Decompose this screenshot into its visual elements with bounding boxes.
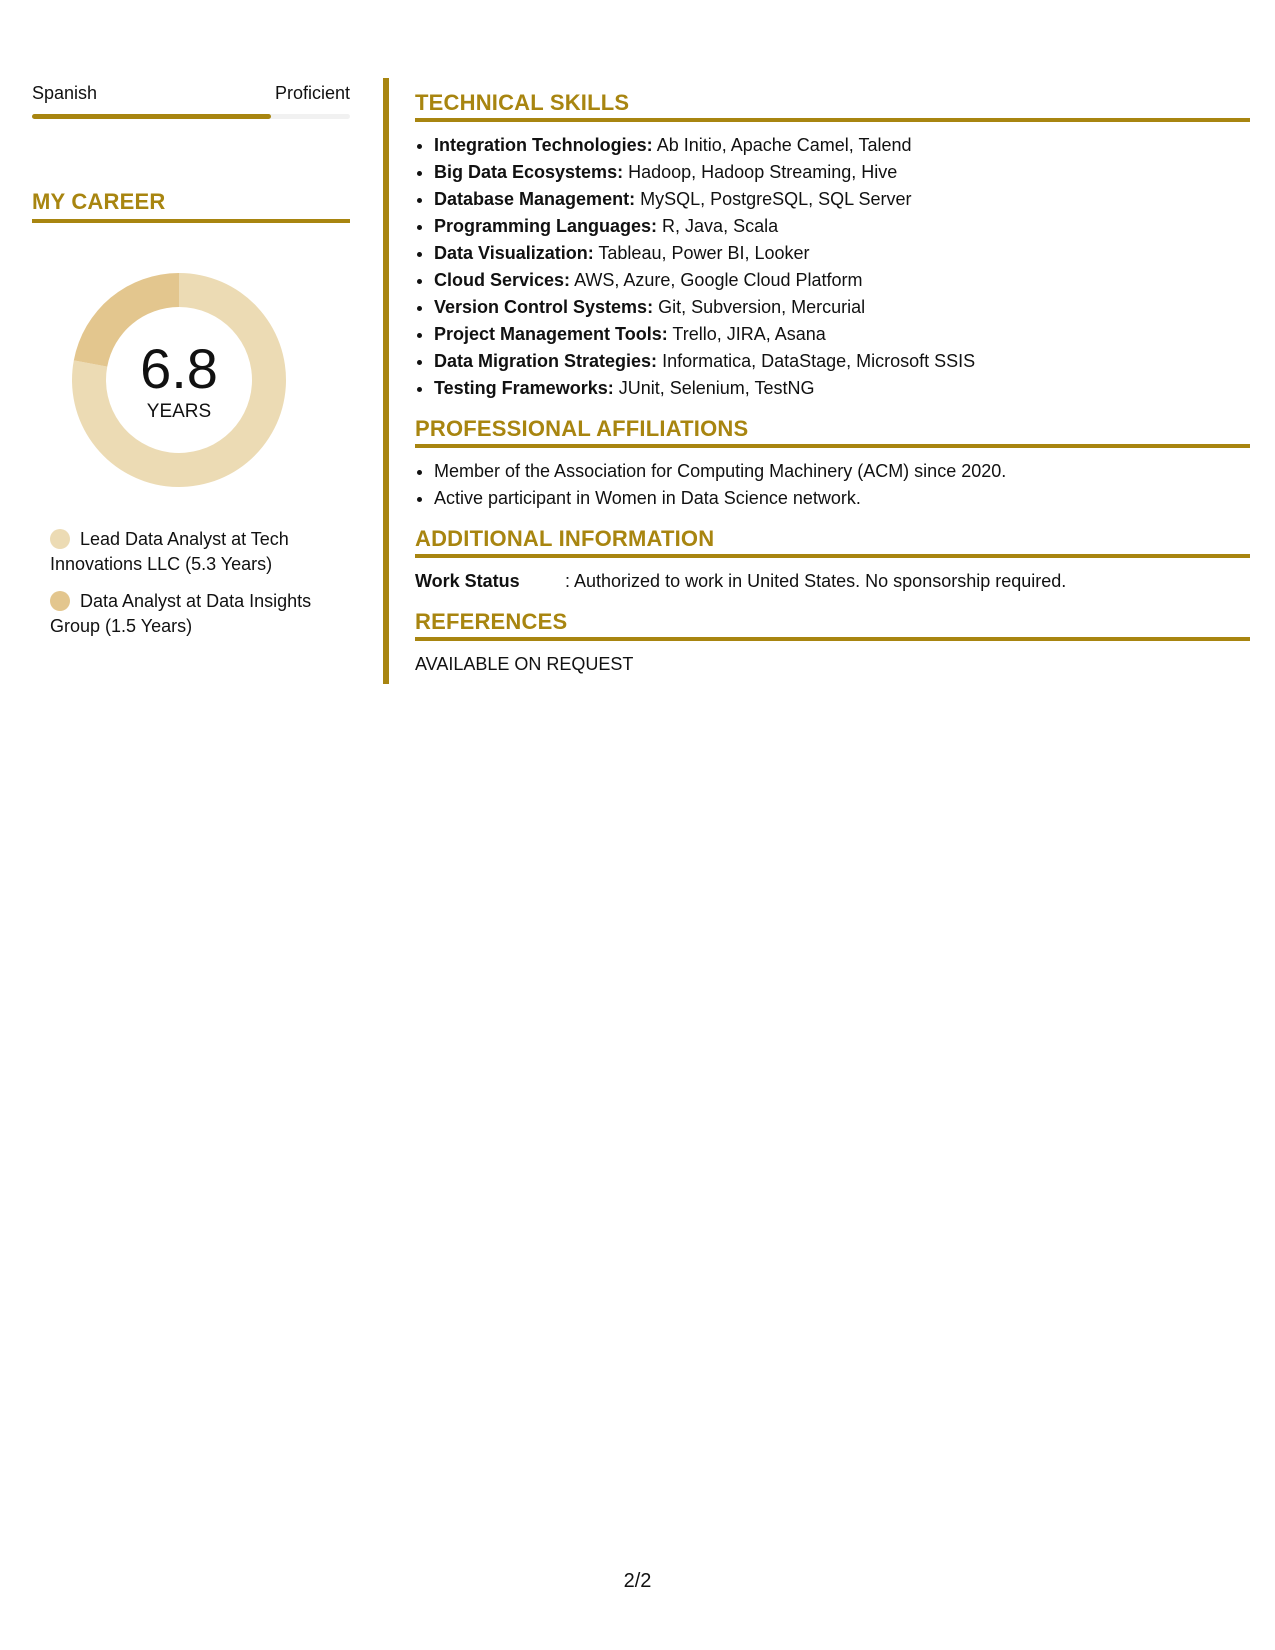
skill-value: Hadoop, Hadoop Streaming, Hive [628, 162, 898, 182]
skill-label: Programming Languages: [434, 216, 658, 236]
technical-skills-list [415, 132, 1250, 402]
skill-label: Big Data Ecosystems: [434, 162, 624, 182]
additional-info-heading: ADDITIONAL INFORMATION [415, 526, 1250, 558]
skill-label: Data Migration Strategies: [434, 351, 658, 371]
affiliations-section [415, 416, 1250, 512]
skill-label: Project Management Tools: [434, 324, 668, 344]
skill-value: JUnit, Selenium, TestNG [618, 378, 815, 398]
skill-value: Tableau, Power BI, Looker [598, 243, 810, 263]
legend-dot-icon [50, 591, 70, 611]
work-status-value: : Authorized to work in United States. No sponsorship required. [565, 571, 1067, 591]
language-row [32, 78, 350, 108]
language-level: Proficient [274, 83, 350, 103]
career-legend-item [50, 589, 350, 639]
career-role-label: Lead Data Analyst at Tech Innovations LLC (5.3 Years) [50, 529, 289, 574]
column-divider [383, 78, 389, 684]
language-name: Spanish [32, 83, 98, 103]
left-column [32, 78, 350, 651]
right-column [415, 90, 1250, 692]
skill-value: Ab Initio, Apache Camel, Talend [656, 135, 912, 155]
career-legend [32, 527, 350, 639]
skill-item [434, 348, 1250, 375]
affiliation-item: • Member of the Association for Computing Machinery (ACM) since 2020. [434, 458, 1250, 485]
skill-value: Trello, JIRA, Asana [672, 324, 826, 344]
page-number: 2/2 [623, 1570, 652, 1592]
career-legend-item [50, 527, 350, 577]
skill-label: Integration Technologies: [434, 135, 653, 155]
skill-label: Data Visualization: [434, 243, 594, 263]
career-donut-chart [66, 267, 292, 493]
legend-dot-icon [50, 529, 70, 549]
skill-item [434, 159, 1250, 186]
skill-value: Git, Subversion, Mercurial [658, 297, 866, 317]
work-status-label: Work Status [415, 571, 520, 591]
references-text: AVAILABLE ON REQUEST [415, 654, 634, 674]
affiliations-heading: PROFESSIONAL AFFILIATIONS [415, 416, 1250, 448]
skill-item [434, 213, 1250, 240]
career-role-label: Data Analyst at Data Insights Group (1.5 Years) [50, 591, 312, 636]
technical-skills-heading: TECHNICAL SKILLS [415, 90, 1250, 122]
technical-skills-section [415, 90, 1250, 402]
career-total-unit: YEARS [146, 401, 212, 422]
skill-label: Cloud Services: [434, 270, 571, 290]
career-total-years: 6.8 [140, 337, 218, 400]
references-section [415, 609, 1250, 678]
skill-item [434, 186, 1250, 213]
skill-value: Informatica, DataStage, Microsoft SSIS [662, 351, 976, 371]
affiliations-list [415, 458, 1250, 512]
skill-value: R, Java, Scala [662, 216, 779, 236]
skill-item [434, 375, 1250, 402]
skill-label: Version Control Systems: [434, 297, 654, 317]
skill-item [434, 240, 1250, 267]
skill-item [434, 267, 1250, 294]
skill-label: Database Management: [434, 189, 636, 209]
skill-item [434, 132, 1250, 159]
skill-value: MySQL, PostgreSQL, SQL Server [640, 189, 912, 209]
skill-value: AWS, Azure, Google Cloud Platform [574, 270, 863, 290]
language-level-fill [32, 114, 271, 119]
affiliation-item: • Active participant in Women in Data Science network. [434, 485, 1250, 512]
language-level-bar [32, 114, 350, 119]
skill-item [434, 321, 1250, 348]
work-status-row [415, 568, 1250, 595]
career-heading: MY CAREER [32, 189, 350, 223]
additional-info-section [415, 526, 1250, 595]
skill-label: Testing Frameworks: [434, 378, 614, 398]
references-heading: REFERENCES [415, 609, 1250, 641]
skill-item [434, 294, 1250, 321]
